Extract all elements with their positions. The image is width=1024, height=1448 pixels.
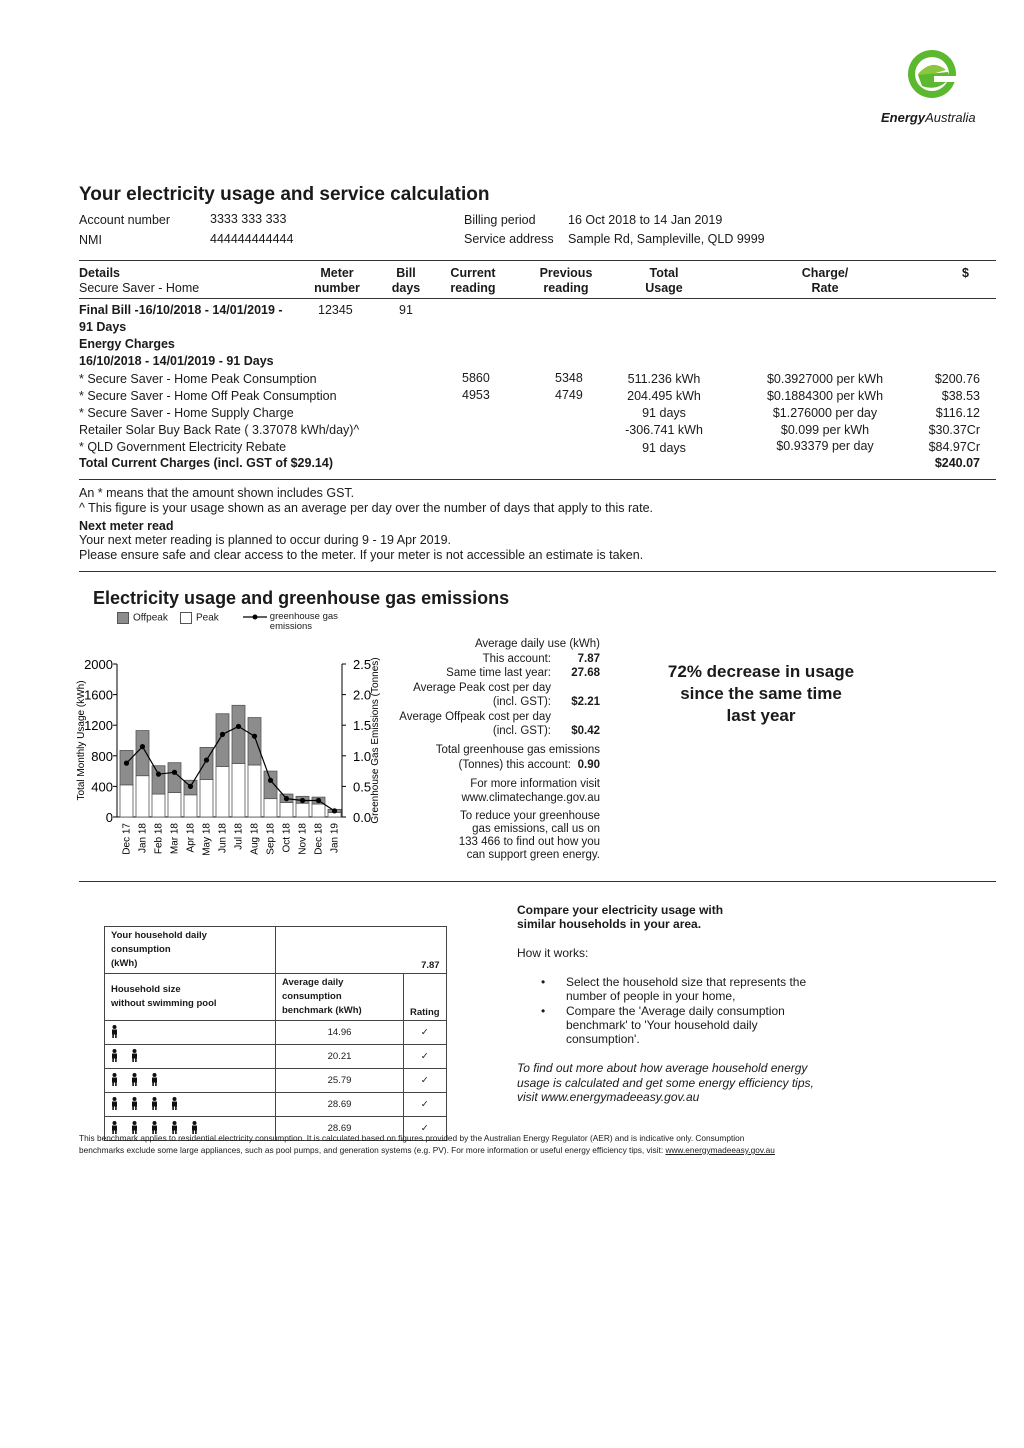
reduce-line4: can support green energy. xyxy=(466,849,600,861)
nmi-value: 444444444444 xyxy=(210,232,294,246)
person-icon xyxy=(151,1073,158,1086)
person-icon xyxy=(131,1049,138,1062)
x-tick-label: Feb 18 xyxy=(153,823,165,855)
rating-check: ✓ xyxy=(404,1093,447,1117)
benchmark-value: 14.96 xyxy=(276,1021,404,1045)
ghg-point xyxy=(156,772,161,777)
your-consumption-line2: (kWh) xyxy=(111,958,138,969)
y-tick-label: 400 xyxy=(91,779,113,795)
header-current-line1: Current xyxy=(450,266,496,280)
ghg-point xyxy=(300,798,305,803)
last-year-value: 27.68 xyxy=(571,667,600,679)
household-icons xyxy=(105,1045,276,1069)
benchmark-row xyxy=(105,1069,447,1093)
benchmark-table xyxy=(104,926,447,1141)
charge-current: 4953 xyxy=(462,388,490,402)
header-charge-line2: Rate xyxy=(811,281,839,295)
charge-rate: $0.93379 per day xyxy=(776,439,874,453)
charge-usage: 91 days xyxy=(642,441,686,455)
x-tick-label: Jan 18 xyxy=(137,823,149,854)
divider xyxy=(79,260,996,261)
bullet1-line1: Select the household size that represents the xyxy=(566,975,807,989)
charge-rate: $0.3927000 per kWh xyxy=(766,372,884,386)
ghg-point xyxy=(252,734,257,739)
last-year-label: Same time last year: xyxy=(446,667,551,679)
how-it-works: How it works: xyxy=(517,946,589,960)
charge-desc: * QLD Government Electricity Rebate xyxy=(79,440,287,454)
x-tick-label: Jul 18 xyxy=(233,823,245,850)
charge-usage: 204.495 kWh xyxy=(627,389,701,403)
x-tick-label: Aug 18 xyxy=(249,823,261,855)
x-tick-label: Mar 18 xyxy=(169,823,181,855)
next-meter-line1: Your next meter reading is planned to occur during 9 - 19 Apr 2019. xyxy=(79,533,451,547)
energy-charges-title: Energy Charges xyxy=(79,337,175,351)
person-icon xyxy=(111,1073,118,1086)
ghg-label2: (Tonnes) this account: xyxy=(458,759,571,771)
bar-offpeak xyxy=(248,718,261,765)
your-consumption-value: 7.87 xyxy=(276,927,447,974)
bar-offpeak xyxy=(152,766,165,794)
y-tick-label: 1200 xyxy=(84,718,113,734)
x-tick-label: Apr 18 xyxy=(185,823,197,853)
bullet-icon: • xyxy=(541,975,546,989)
reduce-line3: 133 466 to find out how you xyxy=(458,836,600,848)
legend-ghg-swatch xyxy=(243,612,267,622)
ghg-point xyxy=(236,724,241,729)
divider xyxy=(79,298,996,299)
offpeak-cost-value: $0.42 xyxy=(571,725,600,737)
divider xyxy=(79,571,996,572)
section-title: Your electricity usage and service calculation xyxy=(79,184,490,205)
household-size-line2: without swimming pool xyxy=(111,998,217,1009)
x-tick-label: Jan 19 xyxy=(329,823,341,854)
header-bill-line2: days xyxy=(391,281,421,295)
y-tick-label: 1600 xyxy=(84,687,113,703)
person-icon xyxy=(151,1097,158,1110)
legend-offpeak xyxy=(117,612,168,624)
bullet1-line2: number of people in your home, xyxy=(566,989,736,1003)
bar-peak xyxy=(248,765,261,817)
bar-offpeak xyxy=(136,731,149,776)
household-size-line1: Household size xyxy=(111,984,181,995)
ghg-value: 0.90 xyxy=(577,759,600,771)
final-bill-meter: 12345 xyxy=(318,303,353,317)
reduce-line2: gas emissions, call us on xyxy=(472,823,600,835)
y-tick-label: 800 xyxy=(91,748,113,764)
x-tick-label: Nov 18 xyxy=(297,823,309,855)
charge-desc: * Secure Saver - Home Peak Consumption xyxy=(79,372,317,386)
header-previous-reading xyxy=(534,266,598,296)
next-meter-line2: Please ensure safe and clear access to the meter. If your meter is not accessible an estimate is taken. xyxy=(79,548,644,562)
bullet-icon: • xyxy=(541,1004,546,1018)
bar-peak xyxy=(312,804,325,817)
header-meter-line1: Meter xyxy=(320,266,354,280)
charge-usage: -306.741 kWh xyxy=(625,423,703,437)
decrease-line2: since the same time xyxy=(680,684,842,703)
divider xyxy=(79,479,996,480)
avg-consumption-header xyxy=(276,974,404,1021)
person-icon xyxy=(111,1049,118,1062)
header-previous-line1: Previous xyxy=(539,266,593,280)
ghg-point xyxy=(268,778,273,783)
service-address-value: Sample Rd, Sampleville, QLD 9999 xyxy=(568,232,765,246)
offpeak-cost-label1: Average Offpeak cost per day xyxy=(399,711,551,723)
nmi-label: NMI xyxy=(79,233,102,247)
charge-amount: $30.37Cr xyxy=(928,423,980,437)
legend-ghg-label: greenhouse gas emissions xyxy=(269,611,338,632)
bullet2-line3: consumption'. xyxy=(566,1032,640,1046)
charge-rate: $0.099 per kWh xyxy=(780,423,870,437)
rating-header: Rating xyxy=(404,974,447,1021)
logo-wordmark xyxy=(881,110,976,125)
legend-ghg xyxy=(243,612,350,632)
x-tick-label: May 18 xyxy=(201,823,213,856)
benchmark-row xyxy=(105,1045,447,1069)
italic-line1: To find out more about how average household energy xyxy=(517,1061,808,1075)
bar-peak xyxy=(184,795,197,817)
service-address-label: Service address xyxy=(464,232,554,246)
ghg-point xyxy=(172,770,177,775)
header-bill-days xyxy=(386,266,426,296)
final-bill-line1: Final Bill -16/10/2018 - 14/01/2019 - xyxy=(79,303,283,317)
charge-amount: $38.53 xyxy=(941,389,980,403)
household-icons xyxy=(105,1069,276,1093)
person-icon xyxy=(111,1025,118,1038)
benchmark-value: 28.69 xyxy=(276,1117,404,1141)
decrease-line1: 72% decrease in usage xyxy=(667,662,855,681)
footer-line2: benchmarks exclude some large appliances, such as pool pumps, and generation systems (e.g. PV). For more information or useful energy efficiency tips, visit: xyxy=(79,1145,666,1155)
charge-current: 5860 xyxy=(462,371,490,385)
y2-tick-label: 1.5 xyxy=(353,718,372,734)
compare-title-line2: similar households in your area. xyxy=(517,917,702,931)
person-icon xyxy=(171,1097,178,1110)
person-icon xyxy=(131,1073,138,1086)
person-icon xyxy=(111,1097,118,1110)
charge-amount: $116.12 xyxy=(935,406,980,420)
this-account-value: 7.87 xyxy=(577,653,600,665)
bar-peak xyxy=(216,767,229,817)
offpeak-cost-label2: (incl. GST): xyxy=(492,725,551,737)
ghg-point xyxy=(188,784,193,789)
rating-check: ✓ xyxy=(404,1045,447,1069)
charge-previous: 4749 xyxy=(555,388,583,402)
charge-usage: 511.236 kWh xyxy=(627,372,701,386)
bar-peak xyxy=(168,793,181,817)
charge-previous: 5348 xyxy=(555,371,583,385)
bullet2-line1: Compare the 'Average daily consumption xyxy=(566,1004,785,1018)
header-dollar: $ xyxy=(962,266,969,280)
rating-check: ✓ xyxy=(404,1117,447,1141)
usage-chart xyxy=(72,650,392,860)
total-charges-label: Total Current Charges (incl. GST of $29.14) xyxy=(79,456,333,470)
bullet2-line2: benchmark' to 'Your household daily xyxy=(566,1018,758,1032)
more-info-line1: For more information visit xyxy=(470,778,600,790)
x-tick-label: Sep 18 xyxy=(265,823,277,855)
peak-cost-label2: (incl. GST): xyxy=(492,696,551,708)
rating-check: ✓ xyxy=(404,1069,447,1093)
x-tick-label: Dec 18 xyxy=(313,823,325,855)
legend-offpeak-swatch xyxy=(117,612,129,624)
y-tick-label: 2000 xyxy=(84,657,113,672)
household-size-header xyxy=(105,974,276,1021)
bar-offpeak xyxy=(120,750,133,784)
bar-peak xyxy=(232,763,245,817)
ghg-point xyxy=(124,761,129,766)
header-charge-rate xyxy=(780,266,870,296)
total-charges-amount: $240.07 xyxy=(934,456,980,470)
header-meter-line2: number xyxy=(314,281,360,295)
ghg-point xyxy=(204,757,209,762)
energy-charges-period: 16/10/2018 - 14/01/2019 - 91 Days xyxy=(79,354,274,368)
benchmark-value: 20.21 xyxy=(276,1045,404,1069)
next-meter-title: Next meter read xyxy=(79,519,174,533)
charge-desc: * Secure Saver - Home Supply Charge xyxy=(79,406,294,420)
header-charge-line1: Charge/ xyxy=(801,266,849,280)
header-total-line2: Usage xyxy=(645,281,683,295)
charge-desc: Retailer Solar Buy Back Rate ( 3.37078 kWh/day)^ xyxy=(79,423,360,437)
charge-rate: $1.276000 per day xyxy=(772,406,878,420)
bar-peak xyxy=(280,802,293,817)
more-info-url[interactable]: www.climatechange.gov.au xyxy=(461,792,600,804)
gst-note: An * means that the amount shown includes GST. xyxy=(79,486,355,500)
benchmark-row xyxy=(105,1093,447,1117)
y2-tick-label: 0.0 xyxy=(353,810,372,825)
benchmark-row xyxy=(105,1021,447,1045)
billing-period-value: 16 Oct 2018 to 14 Jan 2019 xyxy=(568,213,723,227)
avg-consumption-line2: benchmark (kWh) xyxy=(282,1005,362,1016)
y2-axis-label: Greenhouse Gas Emissions (Tonnes) xyxy=(370,657,381,824)
ghg-point xyxy=(140,744,145,749)
bar-offpeak xyxy=(216,714,229,767)
x-tick-label: Jun 18 xyxy=(217,823,229,854)
benchmark-footer xyxy=(79,1132,979,1156)
avg-consumption-line1: Average daily consumption xyxy=(282,977,344,1002)
charge-usage: 91 days xyxy=(642,406,686,420)
bar-peak xyxy=(296,803,309,817)
chart-title: Electricity usage and greenhouse gas emissions xyxy=(93,588,510,608)
decrease-line3: last year xyxy=(726,706,796,725)
footer-link[interactable]: www.energymadeeasy.gov.au xyxy=(665,1145,775,1155)
header-current-line2: reading xyxy=(450,281,496,295)
household-icons xyxy=(105,1021,276,1045)
italic-line2: usage is calculated and get some energy efficiency tips, xyxy=(517,1076,814,1090)
household-icons xyxy=(105,1093,276,1117)
header-details-sub: Secure Saver - Home xyxy=(79,281,200,295)
bar-peak xyxy=(152,794,165,817)
bar-peak xyxy=(200,780,213,817)
bar-peak xyxy=(136,776,149,817)
charge-amount: $84.97Cr xyxy=(928,440,980,454)
account-value: 3333 333 333 xyxy=(210,212,287,226)
ghg-point xyxy=(284,796,289,801)
ghg-point xyxy=(316,798,321,803)
charge-desc: * Secure Saver - Home Off Peak Consumption xyxy=(79,389,337,403)
rating-check: ✓ xyxy=(404,1021,447,1045)
charge-amount: $200.76 xyxy=(934,372,980,386)
brand-rest: Australia xyxy=(925,110,976,125)
your-consumption-line1: Your household daily consumption xyxy=(111,930,207,955)
y2-tick-label: 2.0 xyxy=(353,687,372,703)
y2-tick-label: 1.0 xyxy=(353,748,372,764)
charge-rate: $0.1884300 per kWh xyxy=(766,389,884,403)
brand-bold: Energy xyxy=(881,110,926,125)
avg-daily-title: Average daily use (kWh) xyxy=(474,638,600,650)
reduce-line1: To reduce your greenhouse xyxy=(459,810,600,822)
bar-offpeak xyxy=(232,705,245,763)
header-details-label: Details xyxy=(79,266,120,280)
ghg-point xyxy=(220,732,225,737)
legend-peak-label: Peak xyxy=(196,612,219,624)
final-bill-days: 91 xyxy=(399,303,413,317)
y-tick-label: 0 xyxy=(105,810,113,825)
bar-peak xyxy=(120,785,133,817)
legend-peak-swatch xyxy=(180,612,192,624)
your-consumption-label xyxy=(105,927,276,974)
header-previous-line2: reading xyxy=(543,281,589,295)
y2-tick-label: 0.5 xyxy=(353,779,372,795)
compare-title-line1: Compare your electricity usage with xyxy=(517,903,724,917)
italic-line3: visit www.energymadeeasy.gov.au xyxy=(517,1090,700,1104)
peak-cost-value: $2.21 xyxy=(571,696,600,708)
x-tick-label: Oct 18 xyxy=(281,823,293,853)
x-tick-label: Dec 17 xyxy=(121,823,133,855)
header-details xyxy=(79,266,199,296)
billing-period-label: Billing period xyxy=(464,213,536,227)
peak-cost-label1: Average Peak cost per day xyxy=(413,682,551,694)
y-axis-label: Total Monthly Usage (kWh) xyxy=(76,680,87,801)
caret-note: ^ This figure is your usage shown as an average per day over the number of days that apply to this rate. xyxy=(79,501,654,515)
divider xyxy=(79,881,996,882)
final-bill-line2: 91 Days xyxy=(79,320,127,334)
ghg-label1: Total greenhouse gas emissions xyxy=(435,744,600,756)
usage-decrease-callout xyxy=(645,661,877,727)
benchmark-value: 28.69 xyxy=(276,1093,404,1117)
legend-peak xyxy=(180,612,219,624)
header-bill-line1: Bill xyxy=(396,266,416,280)
legend-offpeak-label: Offpeak xyxy=(133,612,168,624)
this-account-label: This account: xyxy=(482,653,551,665)
benchmark-value: 25.79 xyxy=(276,1069,404,1093)
header-total-usage xyxy=(634,266,694,296)
bar-offpeak xyxy=(168,763,181,793)
header-meter xyxy=(308,266,366,296)
header-total-line1: Total xyxy=(649,266,679,280)
y2-tick-label: 2.5 xyxy=(353,657,372,672)
person-icon xyxy=(131,1097,138,1110)
bar-peak xyxy=(264,799,277,817)
account-label: Account number xyxy=(79,213,171,227)
header-current-reading xyxy=(443,266,503,296)
footer-line1: This benchmark applies to residential electricity consumption. It is calculated based on figures provided by the Australian Energy Regulator (AER) and is indicative only. Consumption xyxy=(79,1133,745,1143)
ghg-point xyxy=(332,808,337,813)
